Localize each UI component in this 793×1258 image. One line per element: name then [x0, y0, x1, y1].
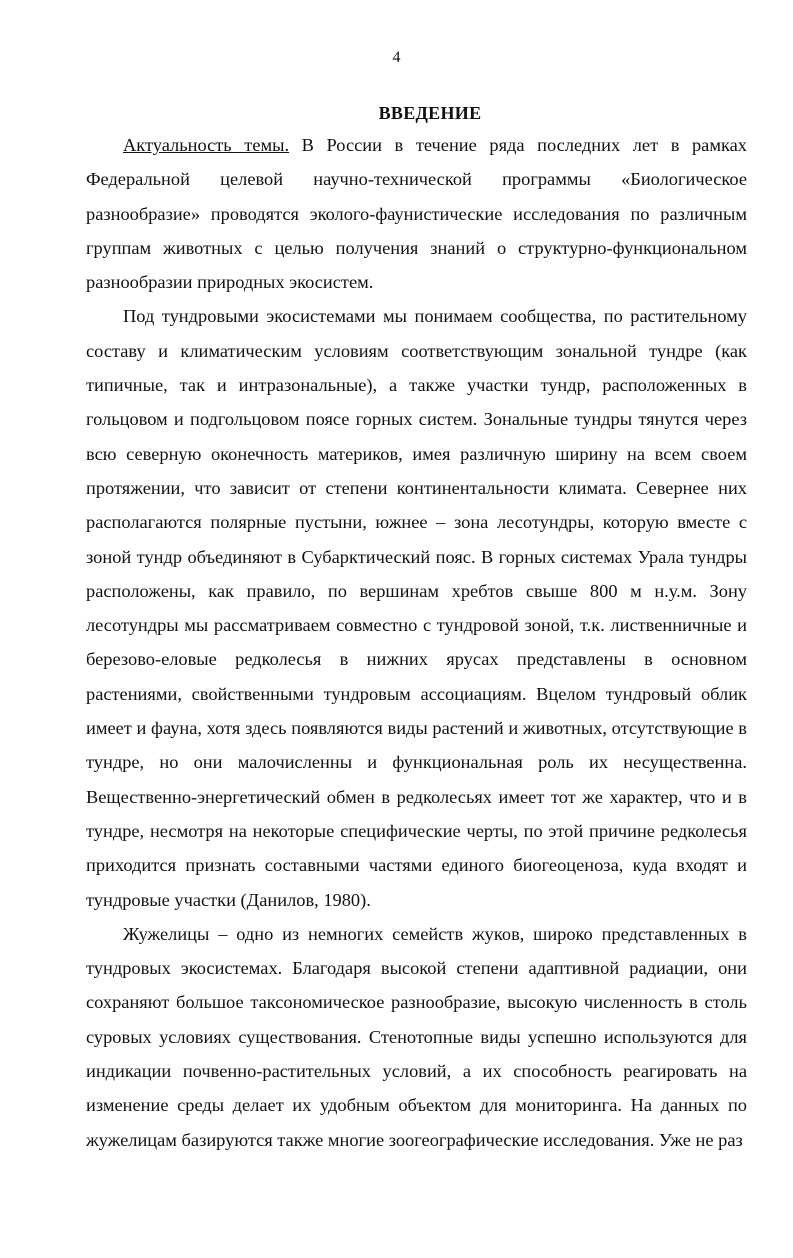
- paragraph-text-relevance: В России в течение ряда последних лет в рамках Федеральной целевой научно-технической программы «Биологическое разнообразие» проводятся эколого-фаунистические исследования по различным группам животных с целью получения знаний о структурно-функциональном разнообразии природных экосистем.: [86, 135, 747, 293]
- body-text: [86, 128, 747, 1157]
- section-title: ВВЕДЕНИЕ: [378, 103, 482, 123]
- paragraph-relevance: [86, 128, 747, 299]
- paragraph-lead-relevance: Актуальность темы.: [123, 135, 290, 155]
- page-number: 4: [392, 49, 401, 66]
- paragraph-tundra-ecosystems: Под тундровыми экосистемами мы понимаем сообщества, по растительному составу и климатическим условиям соответствующим зональной тундре (как типичные, так и интразональные), а также участки тундр, расположенных в гольцовом и подгольцовом поясе горных систем. Зональные тундры тянутся через всю северную оконечность материков, имея различную ширину на всем своем протяжении, что зависит от степени континентальности климата. Севернее них располагаются полярные пустыни, южнее – зона лесотундры, которую вместе с зоной тундр объединяют в Субарктический пояс. В горных системах Урала тундры расположены, как правило, по вершинам хребтов свыше 800 м н.у.м. Зону лесотундры мы рассматриваем совместно с тундровой зоной, т.к. лиственничные и березово-еловые редколесья в нижних ярусах представлены в основном растениями, свойственными тундровым ассоциациям. Вцелом тундровый облик имеет и фауна, хотя здесь появляются виды растений и животных, отсутствующие в тундре, но они малочисленны и функциональная роль их несущественна. Вещественно-энергетический обмен в редколесьях имеет тот же характер, что и в тундре, несмотря на некоторые специфические черты, по этой причине редколесья приходится признать составными частями единого биогеоценоза, куда входят и тундровые участки (Данилов, 1980).: [86, 306, 747, 910]
- paragraph-ground-beetles: Жужелицы – одно из немногих семейств жуков, широко представленных в тундровых экосистемах. Благодаря высокой степени адаптивной радиации, они сохраняют большое таксономическое разнообразие, высокую численность в столь суровых условиях существования. Стенотопные виды успешно используются для индикации почвенно-растительных условий, а их способность реагировать на изменение среды делает их удобным объектом для мониторинга. На данных по жужелицам базируются также многие зоогеографические исследования. Уже не раз: [86, 923, 747, 1150]
